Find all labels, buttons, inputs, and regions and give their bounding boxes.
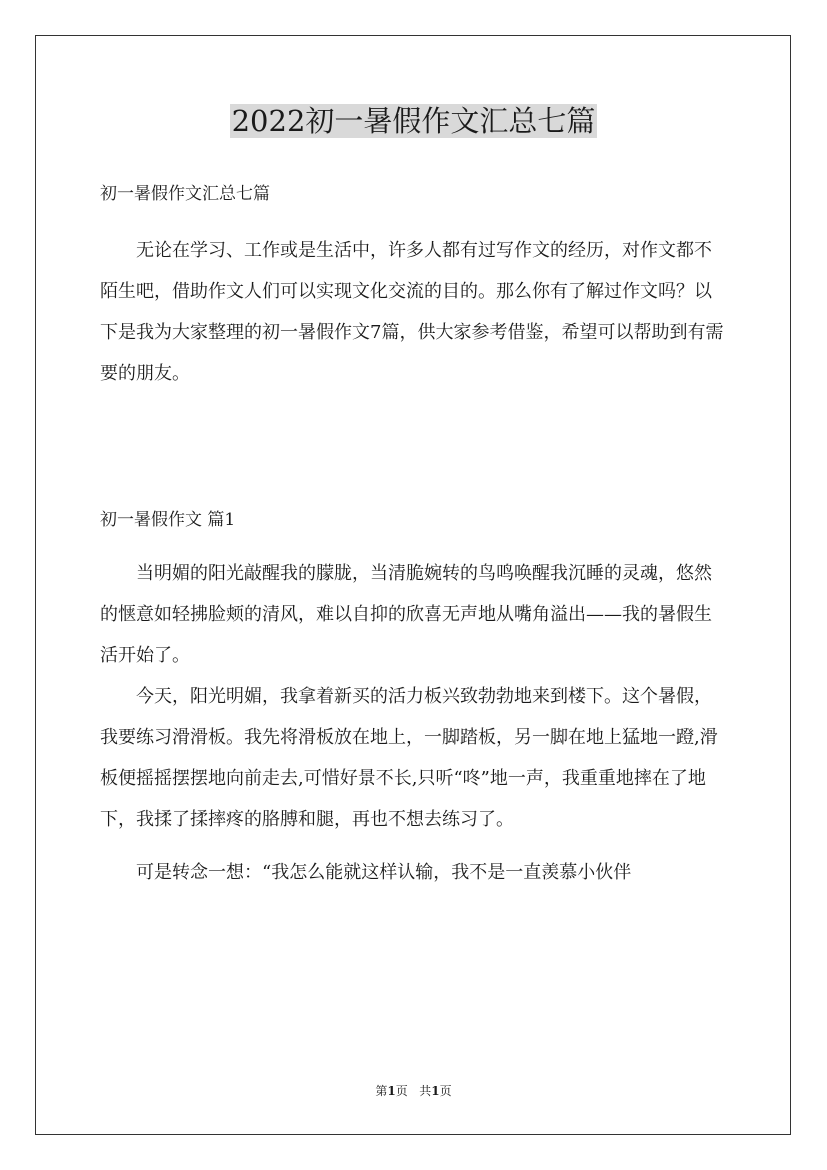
page-footer (0, 1083, 827, 1099)
document-title-text: 2022初一暑假作文汇总七篇 (231, 104, 596, 138)
document-subtitle: 初一暑假作文汇总七篇 (100, 184, 270, 204)
intro-paragraph-text: 无论在学习、工作或是生活中，许多人都有过写作文的经历，对作文都不陌生吧，借助作文人们可以实现文化交流的目的。那么你有了解过作文吗？以下是我为大家整理的初一暑假作文7篇，供大家参考借鉴，希望可以帮助到有需要的朋友。 (100, 240, 724, 384)
footer-page-prefix: 第 (375, 1084, 388, 1098)
footer-total-suffix: 页 (439, 1084, 452, 1098)
section-1-paragraph: 当明媚的阳光敲醒我的朦胧，当清脆婉转的鸟鸣唤醒我沉睡的灵魂，悠然的惬意如轻拂脸颊的清风，难以自抑的欣喜无声地从嘴角溢出——我的暑假生活开始了。 (100, 563, 712, 666)
document-title (0, 101, 827, 141)
footer-page-number: 1 (387, 1084, 396, 1098)
section-heading-1: 初一暑假作文 篇1 (100, 510, 236, 530)
section-1-paragraph: 可是转念一想：“我怎么能就这样认输，我不是一直羡慕小伙伴 (136, 862, 632, 883)
section-1-paragraph: 今天，阳光明媚，我拿着新买的活力板兴致勃勃地来到楼下。这个暑假，我要练习滑滑板。我先将滑板放在地上，一脚踏板，另一脚在地上猛地一蹬,滑板便摇摇摆摆地向前走去,可惜好景不长,只听“咚”地一声，我重重地摔在了地下，我揉了揉摔疼的胳膊和腿，再也不想去练习了。 (100, 686, 718, 830)
intro-paragraph (100, 230, 727, 394)
section-1-paragraphs (100, 553, 727, 893)
footer-total-prefix: 共 (419, 1084, 432, 1098)
footer-page-suffix: 页 (395, 1084, 408, 1098)
footer-total-number: 1 (431, 1084, 440, 1098)
